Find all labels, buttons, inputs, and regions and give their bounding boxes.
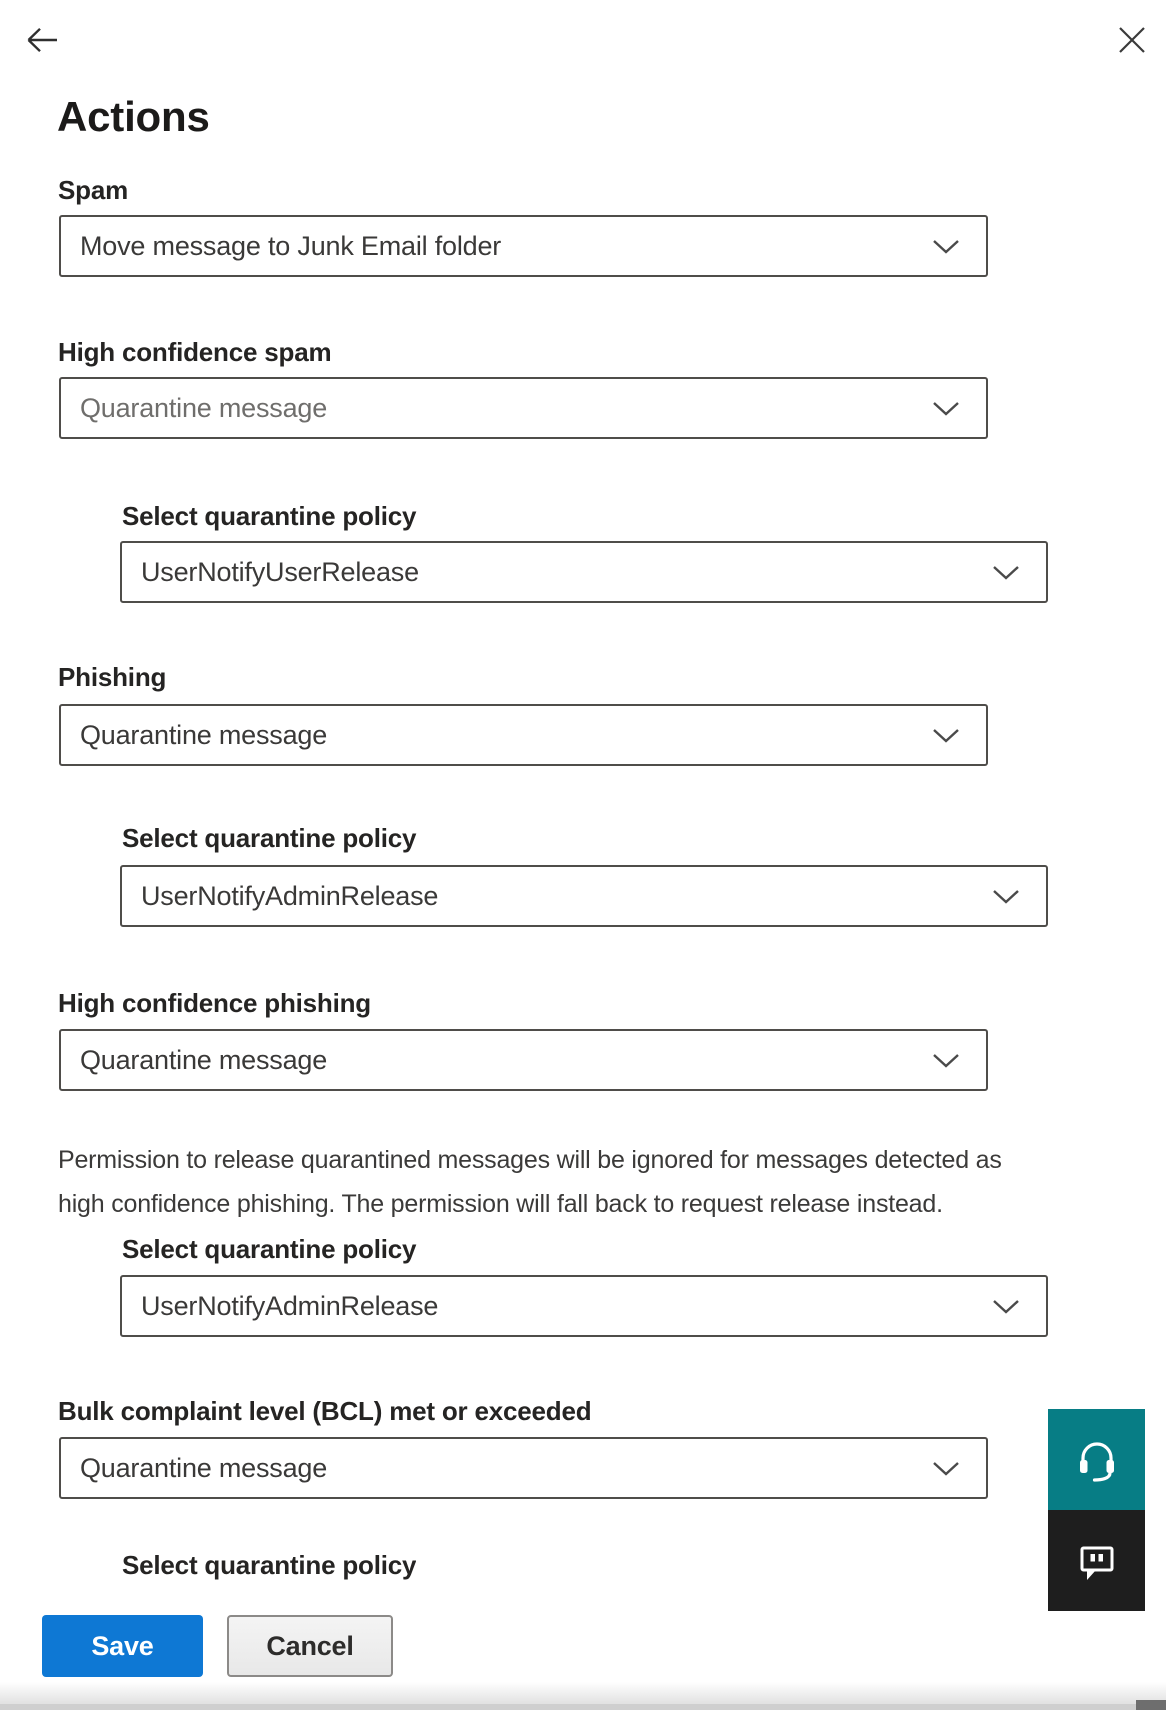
phishing-action-dropdown[interactable] <box>59 704 988 766</box>
chevron-down-icon <box>932 1053 960 1069</box>
arrow-left-icon <box>24 22 60 58</box>
chevron-down-icon <box>932 401 960 417</box>
chevron-down-icon <box>992 1299 1020 1315</box>
high-confidence-spam-label: High confidence spam <box>58 337 332 367</box>
quarantine-policy-spam-label: Select quarantine policy <box>122 501 417 531</box>
quarantine-policy-phishing-dropdown[interactable] <box>120 865 1048 927</box>
chevron-down-icon <box>932 239 960 255</box>
high-confidence-phishing-label: High confidence phishing <box>58 988 371 1018</box>
high-confidence-phishing-value: Quarantine message <box>80 1044 328 1075</box>
chevron-down-icon <box>992 889 1020 905</box>
quarantine-policy-hcp-dropdown[interactable] <box>120 1275 1048 1337</box>
chevron-down-icon <box>992 565 1020 581</box>
high-confidence-phishing-dropdown[interactable] <box>59 1029 988 1091</box>
bcl-action-dropdown[interactable] <box>59 1437 988 1499</box>
quarantine-policy-phishing-value: UserNotifyAdminRelease <box>141 880 439 911</box>
bcl-action-value: Quarantine message <box>80 1452 328 1483</box>
quarantine-policy-spam-dropdown[interactable] <box>120 541 1048 603</box>
bottom-edge-line <box>0 1704 1166 1710</box>
back-button[interactable] <box>20 20 64 60</box>
cancel-button[interactable]: Cancel <box>227 1615 393 1677</box>
feedback-bubble-icon <box>1073 1537 1121 1585</box>
close-button[interactable] <box>1110 20 1154 60</box>
spam-label: Spam <box>58 175 129 205</box>
save-button[interactable]: Save <box>42 1615 203 1677</box>
page-title: Actions <box>57 93 210 140</box>
feedback-button[interactable] <box>1048 1510 1145 1611</box>
high-confidence-phishing-note <box>58 1138 1002 1226</box>
quarantine-policy-phishing-label: Select quarantine policy <box>122 823 417 853</box>
quarantine-policy-bcl-label: Select quarantine policy <box>122 1550 417 1580</box>
bcl-label: Bulk complaint level (BCL) met or exceeded <box>58 1396 592 1426</box>
spam-action-dropdown[interactable] <box>59 215 988 277</box>
spam-action-value: Move message to Junk Email folder <box>80 230 502 261</box>
note-line-1: Permission to release quarantined messages will be ignored for messages detected as <box>58 1146 1002 1174</box>
phishing-action-value: Quarantine message <box>80 719 328 750</box>
quarantine-policy-hcp-value: UserNotifyAdminRelease <box>141 1290 439 1321</box>
high-confidence-spam-value: Quarantine message <box>80 392 328 423</box>
note-line-2: high confidence phishing. The permission will fall back to request release instead. <box>58 1190 943 1218</box>
support-button[interactable] <box>1048 1409 1145 1510</box>
high-confidence-spam-dropdown[interactable] <box>59 377 988 439</box>
headset-icon <box>1073 1436 1121 1484</box>
quarantine-policy-hcp-label: Select quarantine policy <box>122 1234 417 1264</box>
quarantine-policy-spam-value: UserNotifyUserRelease <box>141 556 419 587</box>
close-icon <box>1116 24 1148 56</box>
chevron-down-icon <box>932 728 960 744</box>
phishing-label: Phishing <box>58 662 167 692</box>
chevron-down-icon <box>932 1461 960 1477</box>
bottom-corner-notch <box>1136 1700 1166 1710</box>
